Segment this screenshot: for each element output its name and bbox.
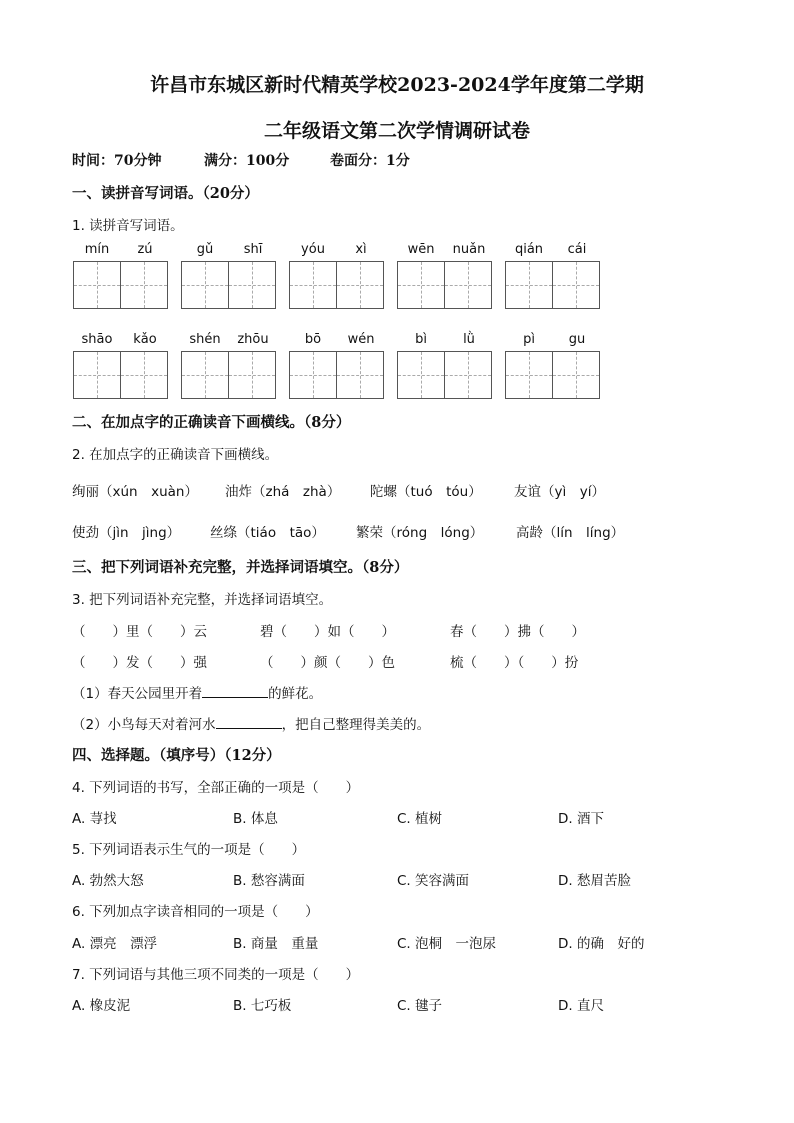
writing-cell[interactable]	[552, 351, 600, 399]
question-7: 7. 下列词语与其他三项不同类的一项是（ ）	[72, 967, 360, 983]
pinyin: zú	[137, 242, 153, 257]
full-score: 满分：100分	[204, 153, 290, 169]
pinyin: zhōu	[237, 332, 269, 347]
writing-cell[interactable]	[397, 261, 445, 309]
section-3-heading: 三、把下列词语补充完整，并选择词语填空。（8分）	[72, 559, 409, 576]
option-d[interactable]: D. 酒下	[558, 811, 604, 827]
writing-box-pair[interactable]	[181, 351, 275, 399]
pinyin: bì	[415, 332, 427, 347]
option-c[interactable]: C. 毽子	[397, 998, 443, 1014]
writing-box-pair[interactable]	[289, 351, 383, 399]
writing-cell[interactable]	[289, 351, 337, 399]
option-a[interactable]: A. 荨找	[72, 811, 117, 827]
pinyin: xì	[355, 242, 367, 257]
writing-cell[interactable]	[120, 351, 168, 399]
idiom-fill[interactable]: （ ）颜（ ）色	[260, 655, 395, 671]
pinyin: gu	[568, 332, 586, 347]
option-a[interactable]: A. 橡皮泥	[72, 998, 131, 1014]
writing-cell[interactable]	[120, 261, 168, 309]
question-1-prompt: 1. 读拼音写词语。	[72, 218, 184, 234]
pronunciation-item[interactable]: 绚丽（xún xuàn）	[72, 484, 198, 500]
writing-cell[interactable]	[289, 261, 337, 309]
page-subtitle: 二年级语文第二次学情调研试卷	[263, 120, 530, 142]
pinyin: cái	[567, 242, 587, 257]
pronunciation-item[interactable]: 高龄（lín líng）	[516, 525, 625, 541]
pinyin: wēn	[407, 242, 435, 257]
sentence-text: ，把自己整理得美美的。	[281, 717, 431, 733]
pinyin: gǔ	[196, 242, 214, 257]
writing-cell[interactable]	[336, 351, 384, 399]
writing-box-pair[interactable]	[505, 351, 599, 399]
pinyin: bō	[304, 332, 322, 347]
answer-blank[interactable]	[216, 716, 282, 729]
question-4: 4. 下列词语的书写，全部正确的一项是（ ）	[72, 780, 360, 796]
writing-cell[interactable]	[228, 261, 276, 309]
sentence-text: （2）小鸟每天对着河水	[72, 717, 216, 733]
sentence-text: 的鲜花。	[268, 686, 323, 702]
pinyin: kǎo	[133, 332, 157, 347]
writing-box-pair[interactable]	[73, 261, 167, 309]
writing-cell[interactable]	[181, 351, 229, 399]
option-c[interactable]: C. 植树	[397, 811, 443, 827]
writing-cell[interactable]	[444, 351, 492, 399]
pinyin: shāo	[81, 332, 113, 347]
pinyin: yóu	[301, 242, 325, 257]
pinyin: lǜ	[463, 332, 475, 347]
writing-cell[interactable]	[181, 261, 229, 309]
idiom-fill[interactable]: 碧（ ）如（ ）	[260, 624, 395, 640]
option-b[interactable]: B. 体息	[233, 811, 278, 827]
option-b[interactable]: B. 愁容满面	[233, 873, 305, 889]
page-title: 许昌市东城区新时代精英学校2023-2024学年度第二学期	[150, 74, 644, 96]
question-3-prompt: 3. 把下列词语补充完整，并选择词语填空。	[72, 592, 333, 608]
writing-cell[interactable]	[228, 351, 276, 399]
writing-cell[interactable]	[505, 351, 553, 399]
pinyin: shī	[243, 242, 263, 257]
option-d[interactable]: D. 愁眉苦脸	[558, 873, 631, 889]
pronunciation-item[interactable]: 油炸（zhá zhà）	[225, 484, 341, 500]
fill-sentence-2	[72, 713, 430, 733]
pronunciation-item[interactable]: 使劲（jìn jìng）	[72, 525, 181, 541]
fill-sentence-1	[72, 682, 322, 702]
writing-cell[interactable]	[552, 261, 600, 309]
writing-cell[interactable]	[336, 261, 384, 309]
question-5: 5. 下列词语表示生气的一项是（ ）	[72, 842, 306, 858]
writing-cell[interactable]	[505, 261, 553, 309]
pronunciation-item[interactable]: 繁荣（róng lóng）	[356, 525, 484, 541]
option-b[interactable]: B. 七巧板	[233, 998, 292, 1014]
neatness-score: 卷面分：1分	[330, 153, 410, 169]
writing-box-pair[interactable]	[73, 351, 167, 399]
option-a[interactable]: A. 漂亮 漂浮	[72, 936, 158, 952]
pinyin: pì	[523, 332, 535, 347]
idiom-fill[interactable]: 梳（ ）（ ）扮	[450, 655, 579, 671]
idiom-fill[interactable]: （ ）里（ ）云	[72, 624, 207, 640]
option-d[interactable]: D. 直尺	[558, 998, 604, 1014]
writing-box-pair[interactable]	[505, 261, 599, 309]
option-b[interactable]: B. 商量 重量	[233, 936, 319, 952]
section-1-heading: 一、读拼音写词语。（20分）	[72, 185, 259, 202]
writing-box-pair[interactable]	[181, 261, 275, 309]
section-2-heading: 二、在加点字的正确读音下画横线。（8分）	[72, 414, 351, 431]
option-c[interactable]: C. 笑容满面	[397, 873, 470, 889]
idiom-fill[interactable]: 春（ ）拂（ ）	[450, 624, 585, 640]
writing-box-pair[interactable]	[289, 261, 383, 309]
pinyin: nuǎn	[452, 242, 486, 257]
pronunciation-item[interactable]: 友谊（yì yí）	[514, 484, 605, 500]
option-c[interactable]: C. 泡桐 一泡尿	[397, 936, 497, 952]
pinyin: wén	[347, 332, 375, 347]
pinyin: mín	[84, 242, 110, 257]
question-2-prompt: 2. 在加点字的正确读音下画横线。	[72, 447, 279, 463]
question-6: 6. 下列加点字读音相同的一项是（ ）	[72, 904, 319, 920]
writing-cell[interactable]	[397, 351, 445, 399]
writing-cell[interactable]	[444, 261, 492, 309]
option-d[interactable]: D. 的确 好的	[558, 936, 645, 952]
answer-blank[interactable]	[202, 685, 268, 698]
writing-box-pair[interactable]	[397, 261, 491, 309]
writing-cell[interactable]	[73, 261, 121, 309]
sentence-text: （1）春天公园里开着	[72, 686, 203, 702]
pronunciation-item[interactable]: 丝绦（tiáo tāo）	[210, 525, 325, 541]
pronunciation-item[interactable]: 陀螺（tuó tóu）	[370, 484, 482, 500]
exam-time: 时间：70分钟	[72, 153, 162, 169]
pinyin: shén	[189, 332, 221, 347]
pinyin: qián	[514, 242, 544, 257]
section-4-heading: 四、选择题。（填序号）（12分）	[72, 747, 281, 764]
writing-cell[interactable]	[73, 351, 121, 399]
idiom-fill[interactable]: （ ）发（ ）强	[72, 655, 207, 671]
option-a[interactable]: A. 勃然大怒	[72, 873, 144, 889]
writing-box-pair[interactable]	[397, 351, 491, 399]
